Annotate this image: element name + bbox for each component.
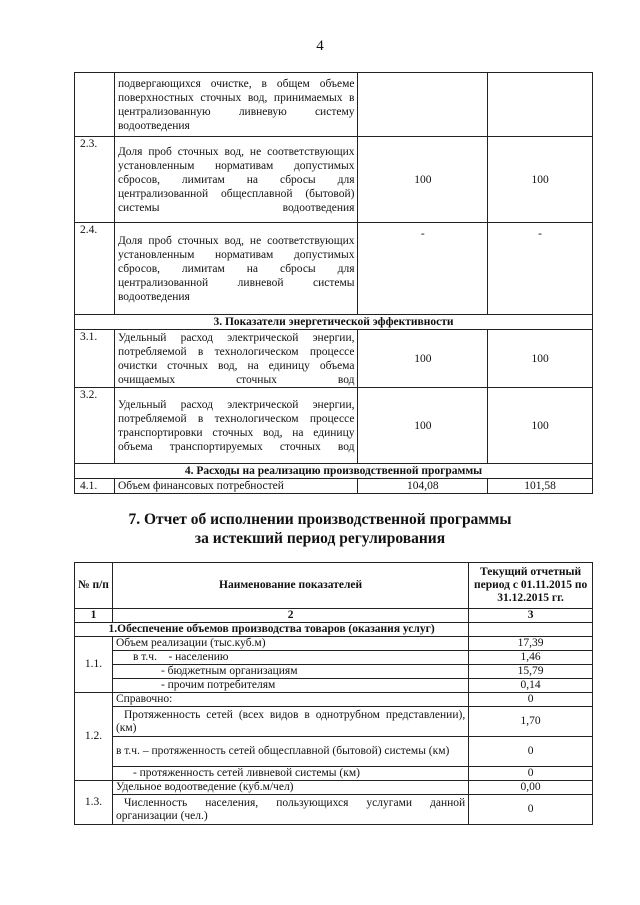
table-row <box>75 737 593 767</box>
value-cell: 104,08 <box>358 479 488 494</box>
header-num: № п/п <box>75 563 113 609</box>
indicator-name: подвергающихся очистке, в общем объеме поверхностных сточных вод, принимаемых в централизованную ливневую систему водоотведения <box>114 73 358 137</box>
table-row <box>75 73 593 137</box>
value-cell: - <box>358 223 488 315</box>
column-number-row <box>75 609 593 623</box>
indicator-name: в т.ч. – протяженность сетей общесплавной (бытовой) системы (км) <box>112 737 468 767</box>
value-cell: 100 <box>488 137 593 223</box>
value-cell: 100 <box>488 330 593 388</box>
table-row <box>75 693 593 707</box>
value-cell <box>488 73 593 137</box>
value-cell: 101,58 <box>488 479 593 494</box>
value-cell: 17,39 <box>469 637 593 651</box>
value-cell: 100 <box>358 388 488 464</box>
section-title: 4. Расходы на реализацию производственной программы <box>75 464 593 479</box>
indicator-name: - прочим потребителям <box>112 679 468 693</box>
indicator-name: Справочно: <box>112 693 468 707</box>
value-cell: 100 <box>358 330 488 388</box>
value-cell <box>358 73 488 137</box>
section-row <box>75 315 593 330</box>
page-number: 4 <box>316 38 324 54</box>
column-number: 3 <box>469 609 593 623</box>
indicator-name: Удельное водоотведение (куб.м/чел) <box>112 781 468 795</box>
heading-line-2: за истекший период регулирования <box>194 530 446 547</box>
section-row <box>75 464 593 479</box>
column-number: 1 <box>75 609 113 623</box>
row-number: 1.3. <box>75 781 113 825</box>
value-cell: 0,14 <box>469 679 593 693</box>
value-cell: - <box>488 223 593 315</box>
value-cell: 0 <box>469 767 593 781</box>
value-cell: 0 <box>469 693 593 707</box>
table-row <box>75 679 593 693</box>
indicator-name: в т.ч. - населению <box>112 651 468 665</box>
table-row <box>75 651 593 665</box>
table-row <box>75 795 593 825</box>
indicator-name: Численность населения, пользующихся услугами данной организации (чел.) <box>112 795 468 825</box>
indicator-name: - протяженность сетей ливневой системы (км) <box>112 767 468 781</box>
indicator-name: Доля проб сточных вод, не соответствующих установленным нормативам допустимых сбросов, лимитам на сбросы для централизованной общесплавной (бытовой) системы водоотведения <box>114 137 358 223</box>
table-row <box>75 767 593 781</box>
indicators-table <box>74 72 593 494</box>
value-cell: 100 <box>358 137 488 223</box>
section-title: 1.Обеспечение объемов производства товаров (оказания услуг) <box>75 623 469 637</box>
value-cell: 15,79 <box>469 665 593 679</box>
indicator-name: - бюджетным организациям <box>112 665 468 679</box>
value-cell: 0 <box>469 737 593 767</box>
value-cell: 1,46 <box>469 651 593 665</box>
column-number: 2 <box>112 609 468 623</box>
indicator-name: Доля проб сточных вод, не соответствующих установленным нормативам допустимых сбросов, лимитам на сбросы для централизованной ливневой системы водоотведения <box>114 223 358 315</box>
indicator-name: Объем реализации (тыс.куб.м) <box>112 637 468 651</box>
value-cell <box>469 623 593 637</box>
row-number: 3.1. <box>75 330 115 388</box>
table-row <box>75 330 593 388</box>
indicator-name: Протяженность сетей (всех видов в однотрубном представлении), (км) <box>112 707 468 737</box>
value-cell: 0 <box>469 795 593 825</box>
table-row <box>75 665 593 679</box>
row-number <box>75 73 115 137</box>
heading-line-1: 7. Отчет об исполнении производственной программы <box>128 511 512 528</box>
table-row <box>75 479 593 494</box>
table-row <box>75 781 593 795</box>
header-period: Текущий отчетный период с 01.11.2015 по 31.12.2015 гг. <box>469 563 593 609</box>
value-cell: 1,70 <box>469 707 593 737</box>
section-title: 3. Показатели энергетической эффективности <box>75 315 593 330</box>
row-number: 4.1. <box>75 479 115 494</box>
row-number: 2.3. <box>75 137 115 223</box>
row-number: 1.2. <box>75 693 113 781</box>
table-row <box>75 223 593 315</box>
section-row <box>75 623 593 637</box>
table-row <box>75 637 593 651</box>
indicator-name: Удельный расход электрической энергии, потребляемой в технологическом процессе очистки сточных вод, на единицу объема очищаемых сточных вод <box>114 330 358 388</box>
header-name: Наименование показателей <box>112 563 468 609</box>
report-table <box>74 562 593 825</box>
indicator-name: Удельный расход электрической энергии, потребляемой в технологическом процессе транспортировки сточных вод, на единицу объема транспортируемых сточных вод <box>114 388 358 464</box>
row-number: 2.4. <box>75 223 115 315</box>
table-row <box>75 137 593 223</box>
table-row <box>75 388 593 464</box>
table-row <box>75 707 593 737</box>
value-cell: 0,00 <box>469 781 593 795</box>
indicator-name: Объем финансовых потребностей <box>114 479 358 494</box>
row-number: 3.2. <box>75 388 115 464</box>
section-heading <box>0 510 640 548</box>
table-header-row <box>75 563 593 609</box>
value-cell: 100 <box>488 388 593 464</box>
row-number: 1.1. <box>75 637 113 693</box>
